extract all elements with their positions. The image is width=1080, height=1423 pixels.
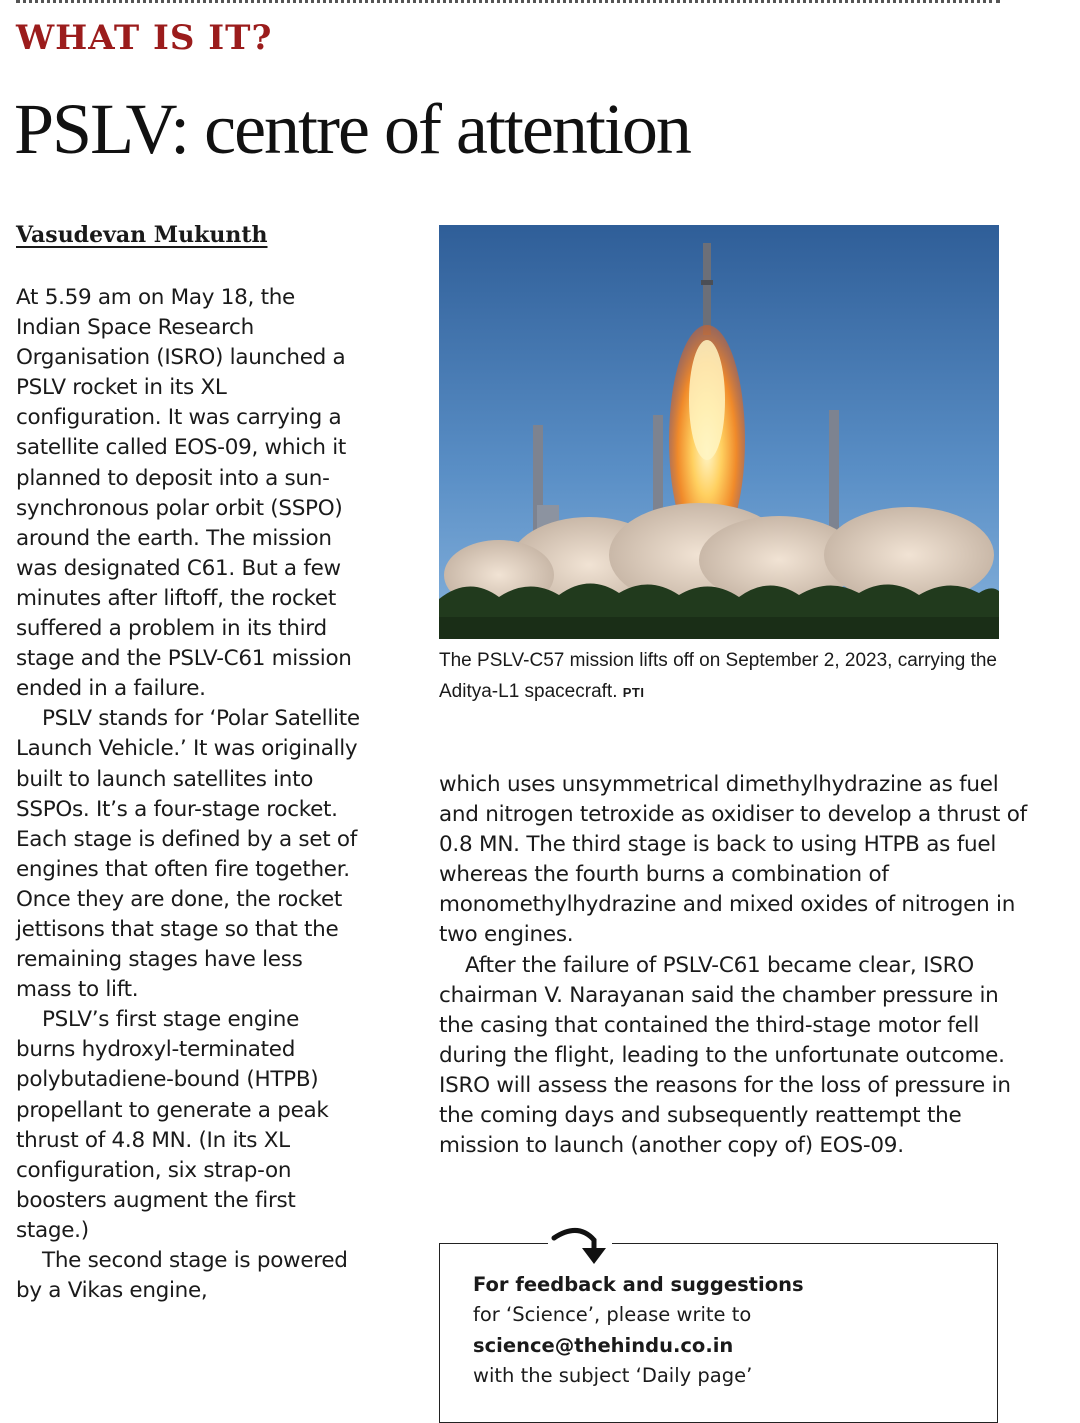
article-right-column bbox=[439, 770, 1027, 1161]
headline: PSLV: centre of attention bbox=[14, 89, 690, 169]
section-kicker: WHAT IS IT? bbox=[16, 18, 273, 58]
caption-text: The PSLV-C57 mission lifts off on September 2, 2023, carrying the Aditya-L1 spacecraft. bbox=[439, 650, 997, 702]
paragraph: PSLV’s first stage engine burns hydroxyl-terminated polybutadiene-bound (HTPB) propellant to generate a peak thrust of 4.8 MN. (In its XL configuration, six strap-on boosters augment the first stage.) bbox=[16, 1007, 329, 1243]
article-left-column bbox=[16, 283, 362, 1306]
feedback-line: with the subject ‘Daily page’ bbox=[473, 1363, 753, 1387]
photo-credit: PTI bbox=[622, 685, 645, 700]
feedback-text bbox=[473, 1270, 804, 1391]
paragraph: After the failure of PSLV-C61 became clear, ISRO chairman V. Narayanan said the chamber pressure in the casing that contained the third-stage motor fell during the flight, leading to the unfortunate outcome. ISRO will assess the reasons for the loss of pressure in the coming days and subsequently reattempt the mission to launch (another copy of) EOS-09. bbox=[439, 952, 1011, 1159]
paragraph: At 5.59 am on May 18, the Indian Space Research Organisation (ISRO) launched a PSLV rocket in its XL configuration. It was carrying a satellite called EOS-09, which it planned to deposit into a sun-synchronous polar orbit (SSPO) around the earth. The mission was designated C61. But a few minutes after liftoff, the rocket suffered a problem in its third stage and the PSLV-C61 mission ended in a failure. bbox=[16, 285, 352, 702]
rocket-body bbox=[703, 243, 711, 335]
feedback-line: for ‘Science’, please write to bbox=[473, 1303, 752, 1327]
feedback-heading: For feedback and suggestions bbox=[473, 1273, 804, 1296]
launch-photo bbox=[439, 225, 999, 639]
paragraph: PSLV stands for ‘Polar Satellite Launch Vehicle.’ It was originally built to launch satellites into SSPOs. It’s a four-stage rocket. Each stage is defined by a set of engines that often fire together. Once they are done, the rocket jettisons that stage so that the remaining stages have less mass to lift. bbox=[16, 706, 360, 1003]
top-dotted-rule bbox=[16, 0, 1000, 8]
byline[interactable]: Vasudevan Mukunth bbox=[16, 222, 268, 248]
rocket-launch-illustration bbox=[439, 225, 999, 639]
paragraph: The second stage is powered by a Vikas engine, bbox=[16, 1248, 348, 1304]
feedback-email-link[interactable]: science@thehindu.co.in bbox=[473, 1333, 734, 1357]
paragraph: which uses unsymmetrical dimethylhydrazine as fuel and nitrogen tetroxide as oxidiser to develop a thrust of 0.8 MN. The third stage is back to using HTPB as fuel whereas the fourth burns a combination of monomethylhydrazine and mixed oxides of nitrogen in two engines. bbox=[439, 772, 1027, 948]
curved-arrow-icon bbox=[548, 1220, 612, 1270]
photo-caption bbox=[439, 645, 999, 708]
